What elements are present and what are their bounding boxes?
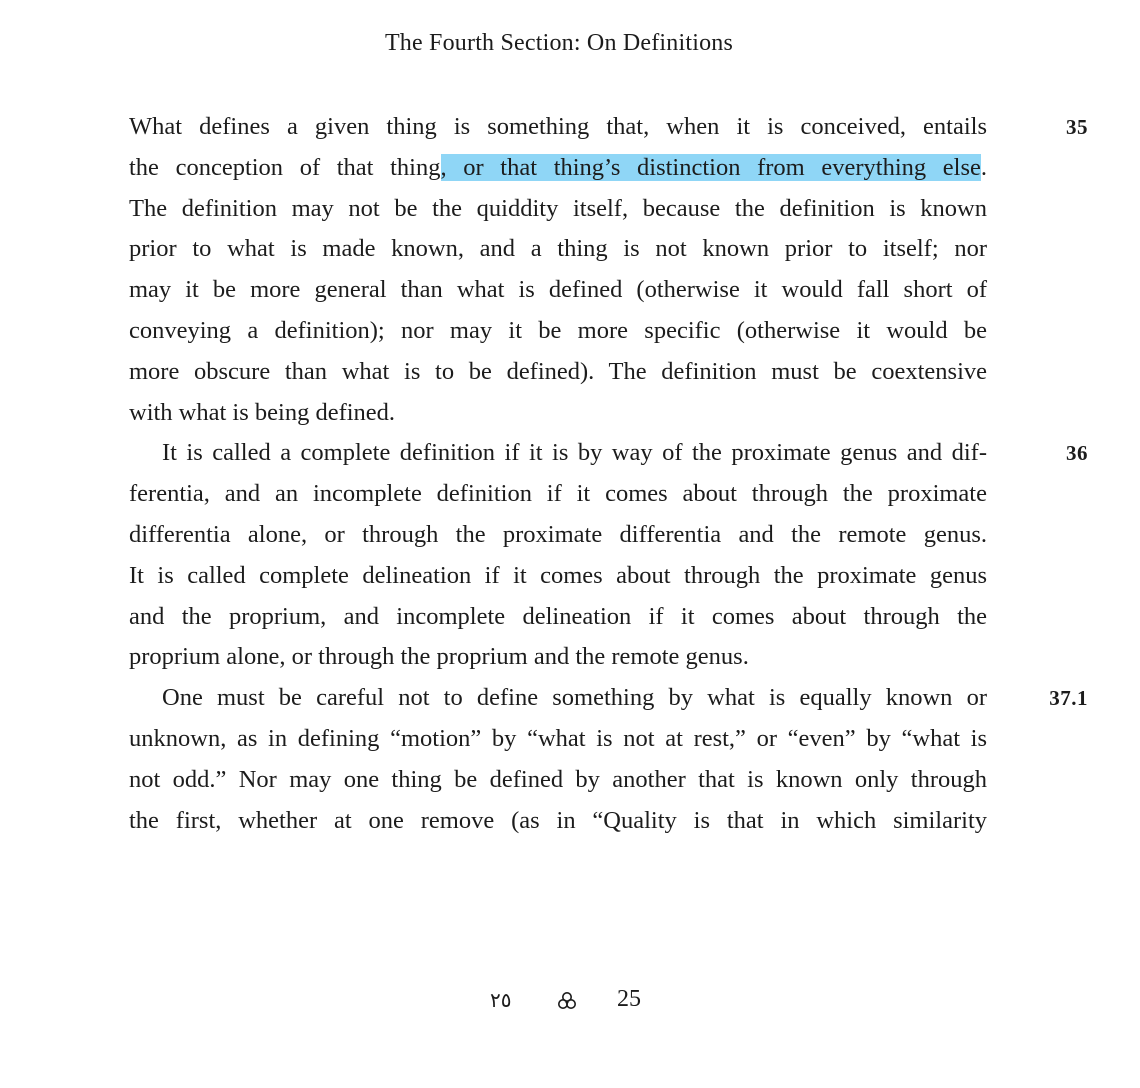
trefoil-ornament-icon	[556, 990, 578, 1012]
paragraph-36-line: differentia alone, or through the proximate differentia and the remote genus.	[129, 520, 987, 548]
paragraph-35-line: more obscure than what is to be defined). The definition must be coextensive	[129, 357, 987, 385]
paragraph-37-1-line: the first, whether at one remove (as in “Quality is that in which similarity	[129, 806, 987, 834]
page-number: 25	[617, 986, 641, 1012]
paragraph-37-1-line: not odd.” Nor may one thing be defined by another that is known only through	[129, 765, 987, 793]
paragraph-36-line: ferentia, and an incomplete definition if it comes about through the proximate	[129, 480, 987, 508]
arabic-page-number: ٢٥	[490, 988, 512, 1012]
paragraph-37-1-line: One must be careful not to define something by what is equally known or	[162, 684, 987, 712]
paragraph-35-line: What defines a given thing is something that, when it is conceived, entails	[129, 113, 987, 140]
page-footer	[0, 986, 1140, 1020]
paragraph-35-line	[129, 148, 987, 189]
body-text	[129, 107, 987, 841]
paragraph-marker-37-1: 37.1	[1049, 686, 1088, 710]
paragraph-marker-35: 35	[1066, 115, 1088, 139]
paragraph-marker-36: 36	[1066, 441, 1088, 465]
paragraph-36-line: It is called complete delineation if it comes about through the proximate genus	[129, 561, 987, 589]
paragraph-36-line: It is called a complete definition if it is by way of the proximate genus and dif-	[162, 439, 987, 467]
paragraph-36-line: proprium alone, or through the proprium and the remote genus.	[129, 643, 749, 671]
highlighted-text[interactable]: , or that thing’s distinction from everything else	[440, 153, 981, 181]
paragraph-37-1-line: unknown, as in defining “motion” by “what is not at rest,” or “even” by “what is	[129, 724, 987, 752]
page-title: The Fourth Section: On Definitions	[384, 30, 734, 56]
paragraph-35-line: prior to what is made known, and a thing is not known prior to itself; nor	[129, 235, 987, 263]
paragraph-35-line: may it be more general than what is defined (otherwise it would fall short of	[129, 276, 987, 304]
line-text: the conception of that thing	[129, 153, 441, 181]
paragraph-35-line: with what is being defined.	[129, 398, 396, 426]
line-text: .	[980, 153, 988, 181]
paragraph-36-line: and the proprium, and incomplete delineation if it comes about through the	[129, 602, 987, 630]
paragraph-35-line: conveying a definition); nor may it be more specific (otherwise it would be	[129, 316, 987, 344]
paragraph-35-line: The definition may not be the quiddity itself, because the definition is known	[129, 194, 987, 222]
